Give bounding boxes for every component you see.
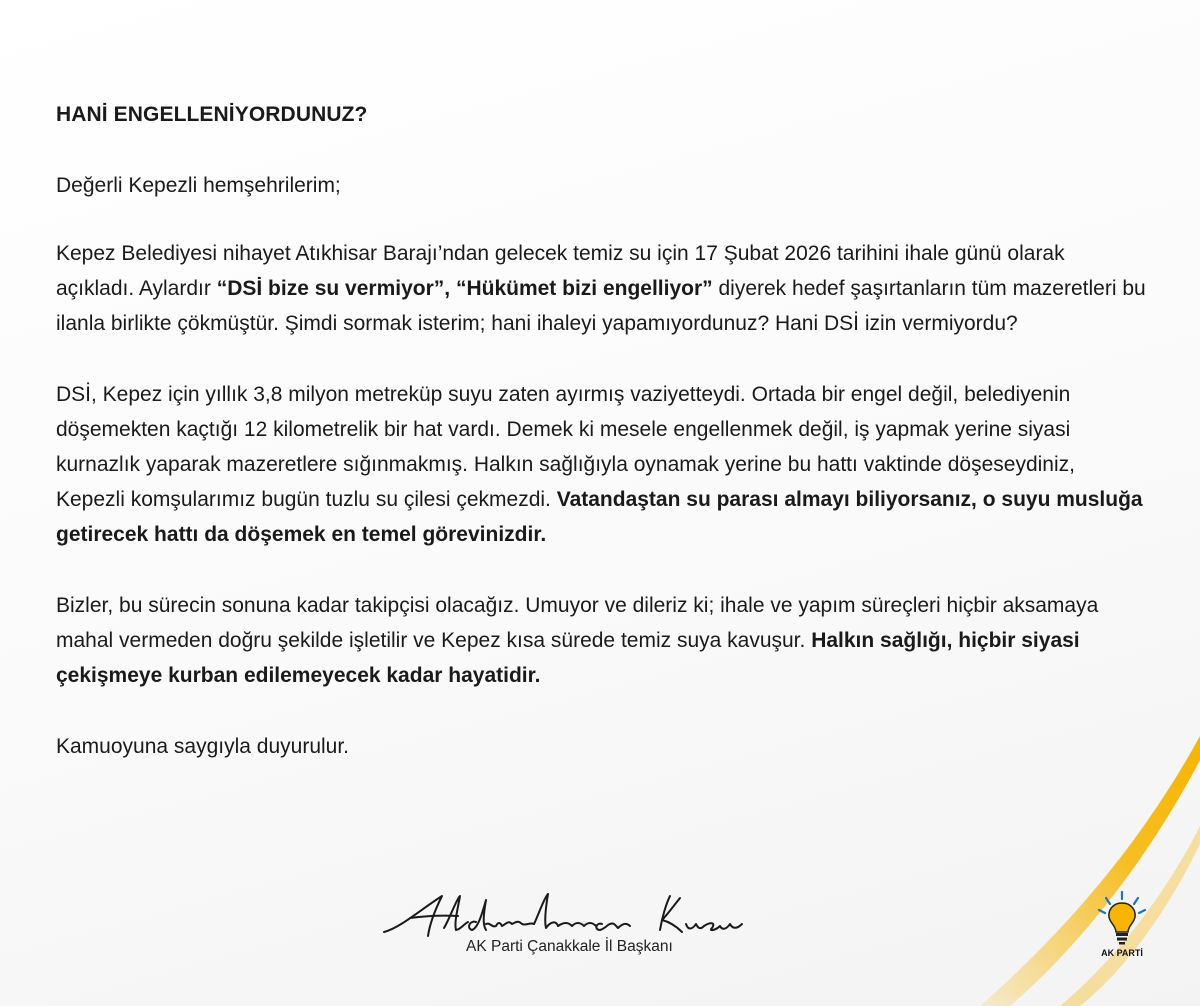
closing-line: Kamuoyuna saygıyla duyurulur. [56,735,350,758]
paragraph-3-text: Bizler, bu sürecin sonuna kadar takipçisi olacağız. Umuyor ve dileriz ki; ihale ve yapım süreçleri hiçbir aksamaya mahal vermeden doğru şekilde işletilir ve Kepez kısa sürede temiz suya kavuşur. [56,594,1099,652]
statement-title: HANİ ENGELLENİYORDUNUZ? [56,103,368,126]
ak-parti-logo [1092,888,1152,968]
paragraph-2-bold: Vatandaştan su parası almayı biliyorsanız, o suyu musluğa getirecek hattı da döşemek en temel görevinizdir. [56,488,1143,546]
paragraph-1-text-a: Kepez Belediyesi nihayet Atıkhisar Barajı’ndan gelecek temiz su için 17 Şubat 2026 tarihini ihale günü olarak açıkladı. Aylardır [56,242,1065,300]
signature-block [380,888,760,978]
signatory-title: AK Parti Çanakkale İl Başkanı [466,938,673,955]
greeting-line: Değerli Kepezli hemşehrilerim; [56,174,341,197]
handwritten-signature [380,888,760,943]
paragraph-1-bold-quote: “DSİ bize su vermiyor”, “Hükümet bizi engelliyor” [216,277,713,300]
logo-wordmark: AK PARTİ [1101,948,1143,958]
paragraph-1 [56,236,1146,341]
paragraph-1-text-b: diyerek hedef şaşırtanların tüm mazeretleri bu ilanla birlikte çökmüştür. Şimdi sormak isterim; hani ihaleyi yapamıyordunuz? Hani DSİ izin vermiyordu? [56,277,1146,335]
paragraph-3-bold: Halkın sağlığı, hiçbir siyasi çekişmeye kurban edilemeyecek kadar hayatidir. [56,629,1080,687]
paragraph-2-text: DSİ, Kepez için yıllık 3,8 milyon metreküp suyu zaten ayırmış vaziyetteydi. Ortada bir engel değil, belediyenin döşemekten kaçtığı 12 kilometrelik bir hat vardı. Demek ki mesele engellenmek değil, iş yapmak yerine siyasi kurnazlık yaparak mazeretlere sığınmakmış. Halkın sağlığıyla oynamak yerine bu hattı vaktinde döşeseydiniz, Kepezli komşularımız bugün tuzlu su çilesi çekmezdi. [56,383,1075,511]
decorative-yellow-swoosh [940,676,1200,1006]
lightbulb-icon [1092,888,1152,948]
paragraph-2 [56,377,1146,552]
